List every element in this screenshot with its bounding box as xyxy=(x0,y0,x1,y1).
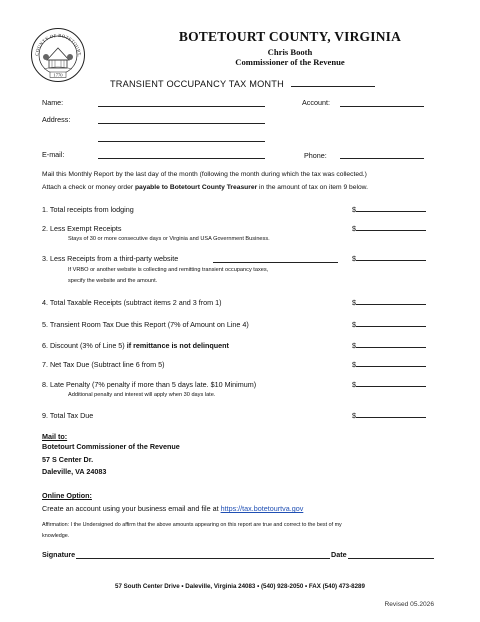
phone-field[interactable] xyxy=(340,158,424,159)
item-2-note: Stays of 30 or more consecutive days or Virginia and USA Government Business. xyxy=(68,236,270,242)
amount-line[interactable] xyxy=(356,304,426,305)
address-field-line2[interactable] xyxy=(98,141,265,142)
item-8-note: Additional penalty and interest will apply when 30 days late. xyxy=(68,392,216,398)
dollar-sign: $ xyxy=(352,360,356,369)
mail-to-heading: Mail to: xyxy=(42,432,68,441)
affirmation-line2: knowledge. xyxy=(42,533,70,539)
mail-address-line3: Daleville, VA 24083 xyxy=(42,467,107,476)
form-title xyxy=(110,79,375,89)
payable-to: payable to Botetourt County Treasurer xyxy=(134,184,258,191)
date-label: Date xyxy=(331,550,347,559)
footer-contact: 57 South Center Drive • Daleville, Virginia 24083 • (540) 928-2050 • FAX (540) 473-8289 xyxy=(115,583,365,590)
item-6-condition: if remittance is not delinquent xyxy=(126,341,229,350)
item-2-label: 2. Less Exempt Receipts xyxy=(42,224,122,233)
item-3-amount[interactable] xyxy=(352,254,426,263)
online-option-desc: Create an account using your business email and file at xyxy=(42,504,221,513)
address-field-line1[interactable] xyxy=(98,123,265,124)
address-label: Address: xyxy=(42,115,71,124)
online-option-heading: Online Option: xyxy=(42,491,92,500)
item-6-label xyxy=(42,341,229,350)
item-9-label: 9. Total Tax Due xyxy=(42,411,94,420)
signature-label: Signature xyxy=(42,550,76,559)
svg-text:1770: 1770 xyxy=(53,72,63,78)
amount-line[interactable] xyxy=(356,366,426,367)
amount-line[interactable] xyxy=(356,347,426,348)
county-seal xyxy=(30,27,86,83)
item-7-label: 7. Net Tax Due (Subtract line 6 from 5) xyxy=(42,360,165,369)
account-field[interactable] xyxy=(340,106,424,107)
instructions-text: Attach a check or money order xyxy=(42,184,135,191)
item-1-amount[interactable] xyxy=(352,205,426,214)
account-label: Account: xyxy=(302,98,330,107)
dollar-sign: $ xyxy=(352,411,356,420)
item-5-label: 5. Transient Room Tax Due this Report (7% of Amount on Line 4) xyxy=(42,320,249,329)
amount-line[interactable] xyxy=(356,230,426,231)
dollar-sign: $ xyxy=(352,254,356,263)
email-field[interactable] xyxy=(98,158,265,159)
name-field[interactable] xyxy=(98,106,265,107)
dollar-sign: $ xyxy=(352,205,356,214)
signature-field[interactable] xyxy=(76,558,330,559)
instructions-line1: Mail this Monthly Report by the last day of the month (following the month during which the tax was collected.) xyxy=(42,171,367,178)
dollar-sign: $ xyxy=(352,320,356,329)
phone-label: Phone: xyxy=(304,151,327,160)
amount-line[interactable] xyxy=(356,386,426,387)
item-6-text: 6. Discount (3% of Line 5) xyxy=(42,341,127,350)
item-4-amount[interactable] xyxy=(352,298,426,307)
tax-portal-link[interactable]: https://tax.botetourtva.gov xyxy=(220,504,304,513)
mail-address-line2: 57 S Center Dr. xyxy=(42,455,94,464)
website-field[interactable] xyxy=(213,262,338,263)
revision-date: Revised 05.2026 xyxy=(384,601,434,608)
svg-text:COUNTY OF BOTETOURT, VIRGINIA: COUNTY OF BOTETOURT, xyxy=(34,32,83,57)
form-title-text: TRANSIENT OCCUPANCY TAX MONTH xyxy=(110,79,284,89)
item-8-label: 8. Late Penalty (7% penalty if more than 5 days late. $10 Minimum) xyxy=(42,380,257,389)
item-3-note-2: specify the website and the amount. xyxy=(68,278,158,284)
item-7-amount[interactable] xyxy=(352,360,426,369)
item-3-label: 3. Less Receipts from a third-party website xyxy=(42,254,179,263)
amount-line[interactable] xyxy=(356,211,426,212)
item-4-label: 4. Total Taxable Receipts (subtract items 2 and 3 from 1) xyxy=(42,298,222,307)
commissioner-name: Chris Booth xyxy=(267,47,313,57)
county-heading: BOTETOURT COUNTY, VIRGINIA xyxy=(178,29,402,44)
dollar-sign: $ xyxy=(352,298,356,307)
item-8-amount[interactable] xyxy=(352,380,426,389)
online-option-text xyxy=(42,504,303,513)
email-label: E-mail: xyxy=(42,150,65,159)
affirmation-line1: Affirmation: I the Undersigned do affirm that the above amounts appearing on this report are true and correct to the best of my xyxy=(42,522,342,528)
commissioner-title: Commissioner of the Revenue xyxy=(235,57,345,67)
name-label: Name: xyxy=(42,98,64,107)
date-field[interactable] xyxy=(348,558,434,559)
instructions-text-end: in the amount of tax on item 9 below. xyxy=(257,184,368,191)
dollar-sign: $ xyxy=(352,341,356,350)
instructions-line2 xyxy=(42,184,368,191)
amount-line[interactable] xyxy=(356,260,426,261)
item-3-note-1: If VRBO or another website is collecting and remitting transient occupancy taxes, xyxy=(68,267,269,273)
item-5-amount[interactable] xyxy=(352,320,426,329)
item-9-amount[interactable] xyxy=(352,411,426,420)
item-2-amount[interactable] xyxy=(352,224,426,233)
item-6-amount[interactable] xyxy=(352,341,426,350)
amount-line[interactable] xyxy=(356,326,426,327)
month-field[interactable] xyxy=(291,86,375,87)
mail-address-line1: Botetourt Commissioner of the Revenue xyxy=(42,442,180,451)
dollar-sign: $ xyxy=(352,224,356,233)
dollar-sign: $ xyxy=(352,380,356,389)
item-1-label: 1. Total receipts from lodging xyxy=(42,205,134,214)
amount-line[interactable] xyxy=(356,417,426,418)
